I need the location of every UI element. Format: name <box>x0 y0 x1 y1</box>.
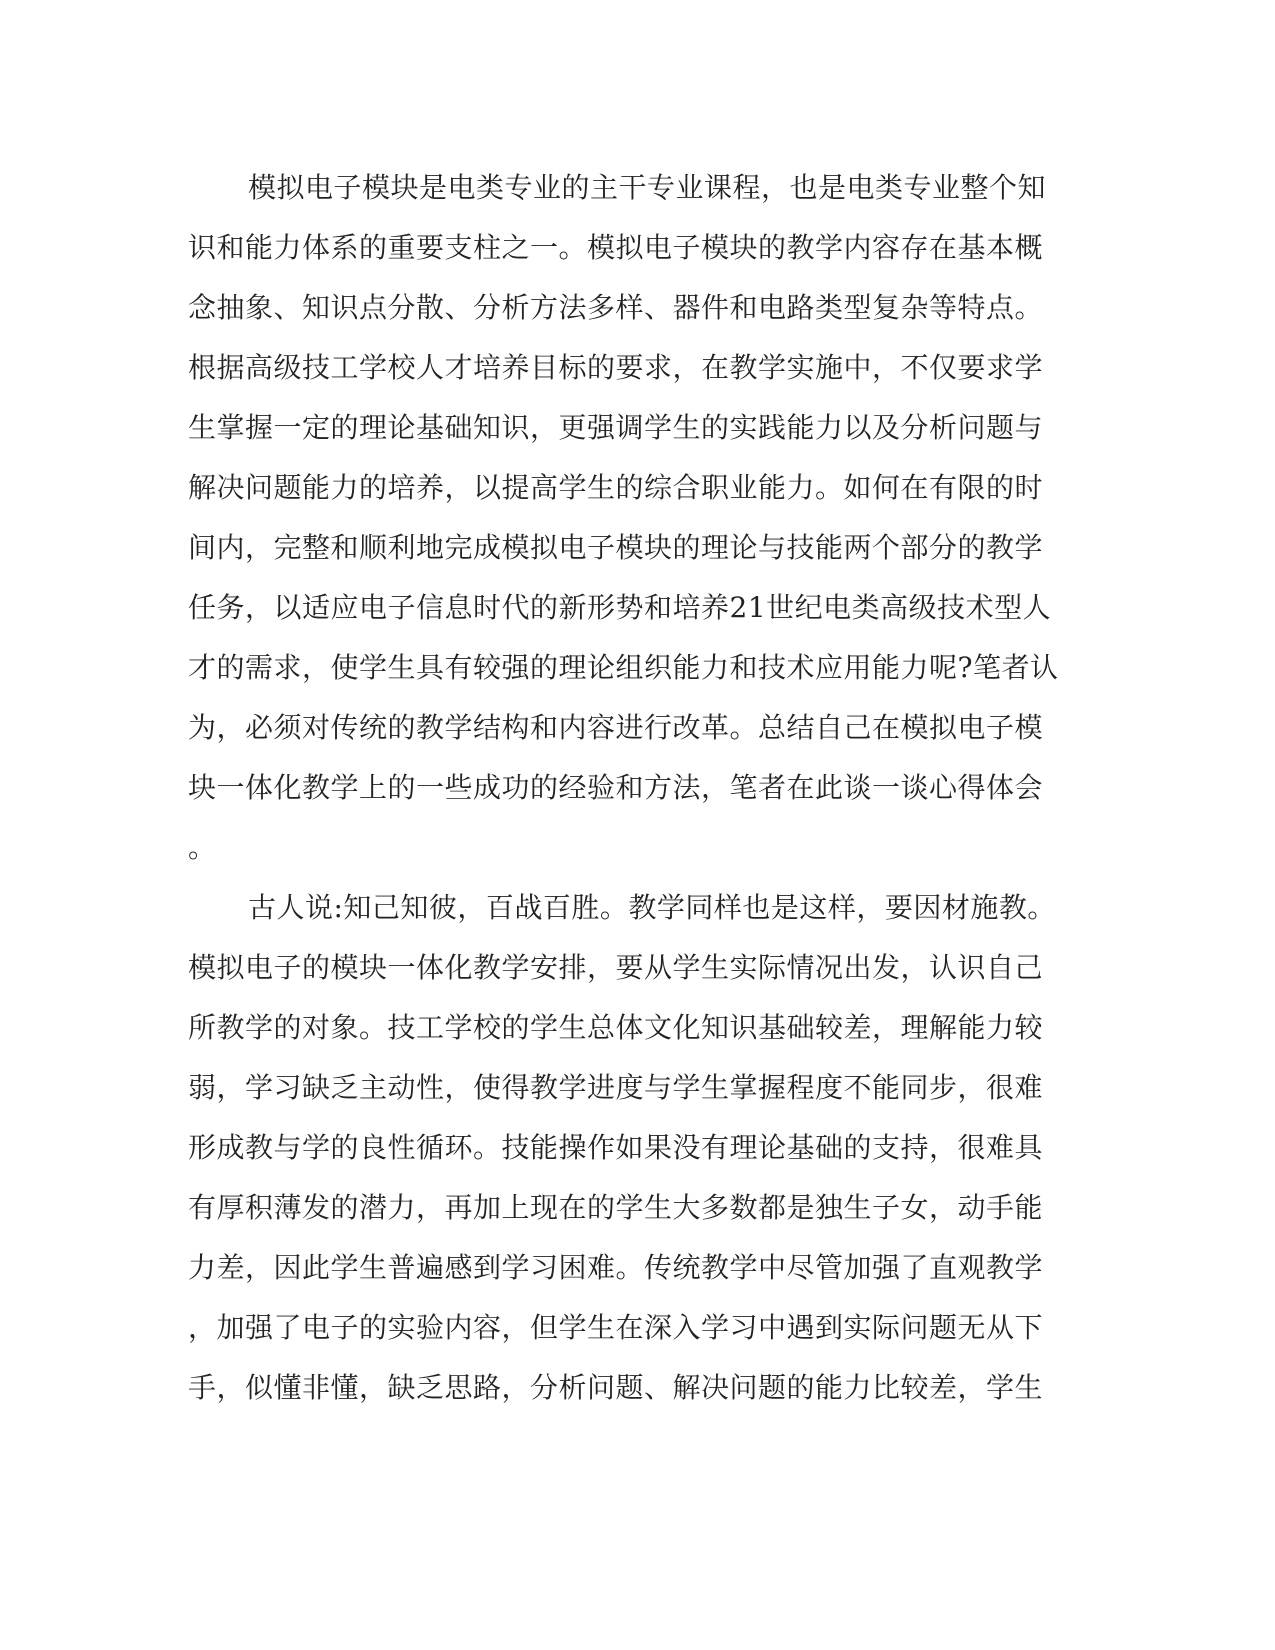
paragraph-line: 识和能力体系的重要支柱之一。模拟电子模块的教学内容存在基本概 <box>188 231 1044 264</box>
paragraph-line: 任务，以适应电子信息时代的新形势和培养21世纪电类高级技术型人 <box>188 591 1052 624</box>
paragraph-line: 古人说:知己知彼，百战百胜。教学同样也是这样，要因材施教。 <box>248 891 1056 924</box>
paragraph-2 <box>188 878 1068 1418</box>
paragraph-line: 弱，学习缺乏主动性，使得教学进度与学生掌握程度不能同步，很难 <box>188 1071 1044 1104</box>
paragraph-line: 有厚积薄发的潜力，再加上现在的学生大多数都是独生子女，动手能 <box>188 1191 1044 1224</box>
paragraph-line: 生掌握一定的理论基础知识，更强调学生的实践能力以及分析问题与 <box>188 411 1044 444</box>
paragraph-line: 模拟电子的模块一体化教学安排，要从学生实际情况出发，认识自己 <box>188 951 1044 984</box>
paragraph-line: 解决问题能力的培养，以提高学生的综合职业能力。如何在有限的时 <box>188 471 1044 504</box>
paragraph-line: 块一体化教学上的一些成功的经验和方法，笔者在此谈一谈心得体会 <box>188 771 1044 804</box>
paragraph-line: 念抽象、知识点分散、分析方法多样、器件和电路类型复杂等特点。 <box>188 291 1044 324</box>
paragraph-line: 才的需求，使学生具有较强的理论组织能力和技术应用能力呢?笔者认 <box>188 651 1059 684</box>
paragraph-line: ，加强了电子的实验内容，但学生在深入学习中遇到实际问题无从下 <box>188 1311 1044 1344</box>
paragraph-line: 为，必须对传统的教学结构和内容进行改革。总结自己在模拟电子模 <box>188 711 1044 744</box>
body-text <box>188 158 1068 1418</box>
paragraph-line: 手，似懂非懂，缺乏思路，分析问题、解决问题的能力比较差，学生 <box>188 1371 1044 1404</box>
paragraph-line: 。 <box>188 831 217 864</box>
paragraph-line: 根据高级技工学校人才培养目标的要求，在教学实施中，不仅要求学 <box>188 351 1044 384</box>
paragraph-line: 形成教与学的良性循环。技能操作如果没有理论基础的支持，很难具 <box>188 1131 1044 1164</box>
paragraph-line: 模拟电子模块是电类专业的主干专业课程，也是电类专业整个知 <box>248 171 1047 204</box>
paragraph-line: 所教学的对象。技工学校的学生总体文化知识基础较差，理解能力较 <box>188 1011 1044 1044</box>
paragraph-line: 间内，完整和顺利地完成模拟电子模块的理论与技能两个部分的教学 <box>188 531 1044 564</box>
paragraph-line: 力差，因此学生普遍感到学习困难。传统教学中尽管加强了直观教学 <box>188 1251 1044 1284</box>
paragraph-1 <box>188 158 1068 878</box>
